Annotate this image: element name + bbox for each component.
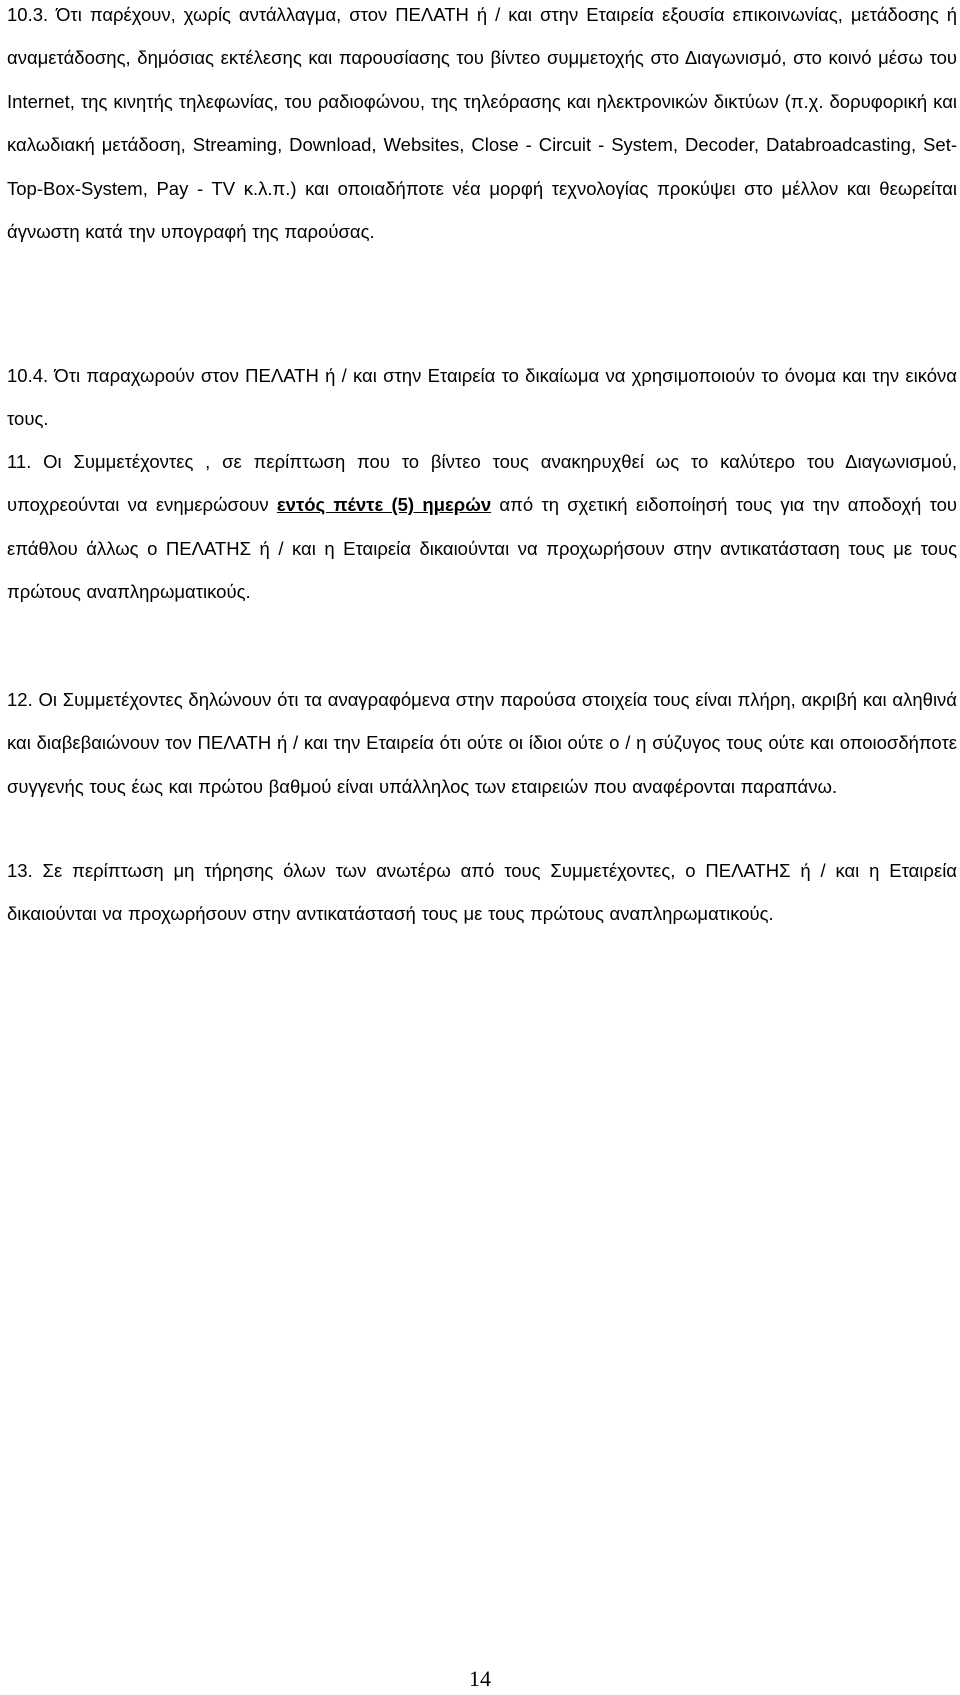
paragraph-11-text-after: από τη σχετική ειδοποίησή τους για την αποδοχή του επάθλου άλλως ο ΠΕΛΑΤΗΣ ή / και η Εταιρεία δικαιούνται να προχωρήσουν στην αντικατάσταση τους με τους πρώτους αναπληρωματικούς. <box>7 494 958 603</box>
paragraph-10-4: 10.4. Ότι παραχωρούν στον ΠΕΛΑΤΗ ή / και στην Εταιρεία το δικαίωμα να χρησιμοποιούν το όνομα και την εικόνα τους. <box>7 365 957 430</box>
paragraph-12: 12. Οι Συμμετέχοντες δηλώνουν ότι τα αναγραφόμενα στην παρούσα στοιχεία τους είναι πλήρη, ακριβή και αληθινά και διαβεβαιώνουν τον ΠΕΛΑΤΗ ή / και την Εταιρεία ότι ούτε οι ίδιοι ούτε ο / η σύζυγος τους ούτε και οποιοσδήποτε συγγενής τους έως και πρώτου βαθμού είναι υπάλληλος των εταιρειών που αναφέρονται παραπάνω. <box>7 689 957 797</box>
paragraph-10-3: 10.3. Ότι παρέχουν, χωρίς αντάλλαγμα, στον ΠΕΛΑΤΗ ή / και στην Εταιρεία εξουσία επικοινωνίας, μετάδοσης ή αναμετάδοσης, δημόσιας εκτέλεσης και παρουσίασης του βίντεο συμμετοχής στο Διαγωνισμό, στο κοινό μέσω του Internet, της κινητής τηλεφωνίας, του ραδιοφώνου, της τηλεόρασης και ηλεκτρονικών δικτύων (π.χ. δορυφορική και καλωδιακή μετάδοση, Streaming, Download, Websites, Close - Circuit - System, Decoder, Databroadcasting, Set-Top-Box-System, Pay - TV κ.λ.π.) και οποιαδήποτε νέα μορφή τεχνολογίας προκύψει στο μέλλον και θεωρείται άγνωστη κατά την υπογραφή της παρούσας. <box>7 4 957 243</box>
paragraph-13: 13. Σε περίπτωση μη τήρησης όλων των ανωτέρω από τους Συμμετέχοντες, ο ΠΕΛΑΤΗΣ ή / και η Εταιρεία δικαιούνται να προχωρήσουν στην αντικατάστασή τους με τους πρώτους αναπληρωματικούς. <box>7 860 957 925</box>
page-number: 14 <box>469 1666 491 1691</box>
deadline-emphasis: εντός πέντε (5) ημερών <box>276 494 492 516</box>
paragraph-11 <box>7 440 957 614</box>
paragraph-11-text-before: 11. Οι Συμμετέχοντες , σε περίπτωση που το βίντεο τους ανακηρυχθεί ως το καλύτερο του Διαγωνισμού, υποχρεούνται να ενημερώσουν <box>7 451 957 516</box>
